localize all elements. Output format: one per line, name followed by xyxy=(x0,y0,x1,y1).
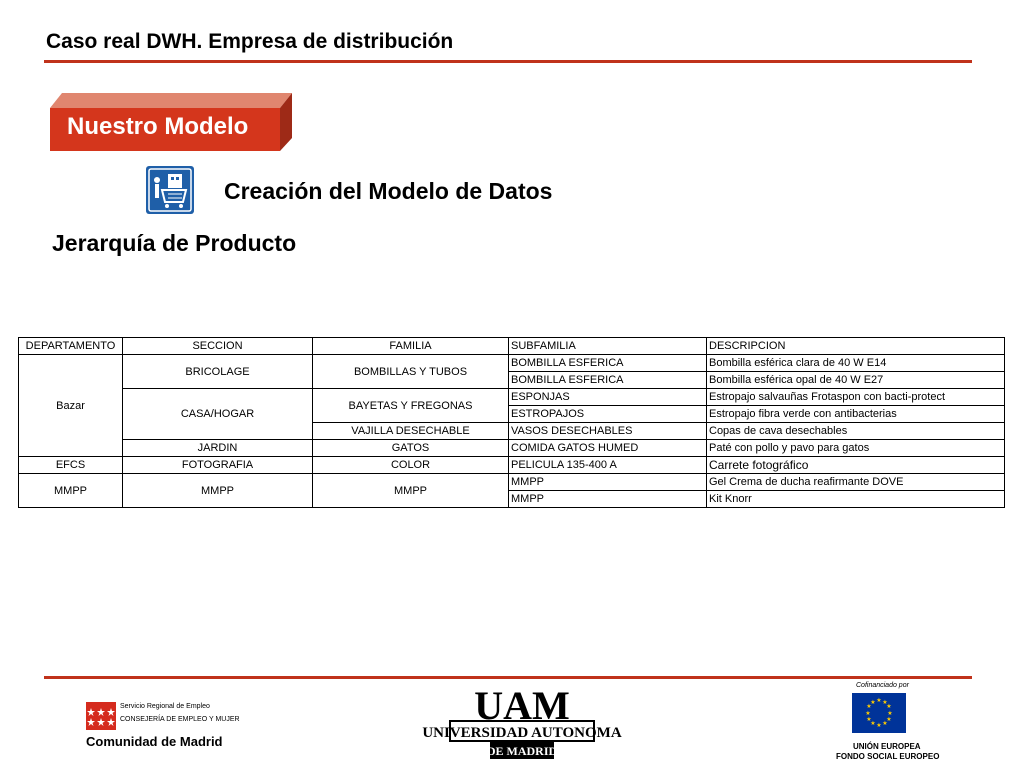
header-cell: DESCRIPCION xyxy=(707,338,1005,355)
eu-fund-name: FONDO SOCIAL EUROPEO xyxy=(836,752,940,761)
description-cell: Paté con pollo y pavo para gatos xyxy=(707,440,1005,457)
header-cell: SECCION xyxy=(123,338,313,355)
section-cell: CASA/HOGAR xyxy=(123,389,313,440)
department-cell: Bazar xyxy=(19,355,123,457)
family-cell: BOMBILLAS Y TUBOS xyxy=(313,355,509,389)
table-row xyxy=(19,457,1005,474)
subfamily-cell: PELICULA 135-400 A xyxy=(509,457,707,474)
eu-name: UNIÓN EUROPEA xyxy=(853,742,921,751)
section-title: Creación del Modelo de Datos xyxy=(224,178,553,204)
madrid-service-label: Servicio Regional de Empleo xyxy=(120,703,210,710)
header-cell: SUBFAMILIA xyxy=(509,338,707,355)
madrid-department-label: CONSEJERÍA DE EMPLEO Y MUJER xyxy=(120,716,240,723)
svg-text:★: ★ xyxy=(886,716,892,723)
header-cell: DEPARTAMENTO xyxy=(19,338,123,355)
subfamily-cell: BOMBILLA ESFERICA xyxy=(509,355,707,372)
eu-flag-icon xyxy=(852,693,906,733)
svg-text:★: ★ xyxy=(882,720,888,727)
family-cell: GATOS xyxy=(313,440,509,457)
description-cell: Estropajo salvauñas Frotaspon con bacti-protect xyxy=(707,389,1005,406)
description-cell: Estropajo fibra verde con antibacterias xyxy=(707,406,1005,423)
description-cell: Bombilla esférica clara de 40 W E14 xyxy=(707,355,1005,372)
subfamily-cell: BOMBILLA ESFERICA xyxy=(509,372,707,389)
department-cell: MMPP xyxy=(19,474,123,508)
description-cell: Gel Crema de ducha reafirmante DOVE xyxy=(707,474,1005,491)
subfamily-cell: VASOS DESECHABLES xyxy=(509,423,707,440)
subfamily-cell: MMPP xyxy=(509,474,707,491)
table-row xyxy=(19,389,1005,406)
uam-name-line1: UNIVERSIDAD AUTONOMA xyxy=(422,725,622,741)
section-cell: MMPP xyxy=(123,474,313,508)
description-cell: Carrete fotográfico xyxy=(707,457,1005,474)
section-cell: BRICOLAGE xyxy=(123,355,313,389)
section-subtitle: Jerarquía de Producto xyxy=(52,230,297,256)
family-cell: BAYETAS Y FREGONAS xyxy=(313,389,509,423)
description-cell: Kit Knorr xyxy=(707,491,1005,508)
svg-text:★: ★ xyxy=(866,703,872,710)
uam-mark: UAM xyxy=(474,683,570,728)
section-cell: FOTOGRAFIA xyxy=(123,457,313,474)
banner-label: Nuestro Modelo xyxy=(67,113,249,140)
department-cell: EFCS xyxy=(19,457,123,474)
svg-text:★: ★ xyxy=(876,697,882,704)
bottom-divider xyxy=(44,676,972,679)
uam-logo xyxy=(422,683,622,761)
section-cell: JARDIN xyxy=(123,440,313,457)
svg-text:★: ★ xyxy=(887,710,893,717)
table-header-row xyxy=(19,338,1005,355)
svg-text:★: ★ xyxy=(882,699,888,706)
comunidad-madrid-logo xyxy=(86,702,116,730)
description-cell: Copas de cava desechables xyxy=(707,423,1005,440)
subfamily-cell: COMIDA GATOS HUMED xyxy=(509,440,707,457)
svg-text:★: ★ xyxy=(870,720,876,727)
product-hierarchy-table xyxy=(18,337,1005,508)
family-cell: VAJILLA DESECHABLE xyxy=(313,423,509,440)
subfamily-cell: MMPP xyxy=(509,491,707,508)
eu-caption: Cofinanciado por xyxy=(856,682,909,689)
table-row xyxy=(19,440,1005,457)
svg-text:★: ★ xyxy=(870,699,876,706)
shopping-cart-icon xyxy=(146,166,194,214)
svg-text:★: ★ xyxy=(865,710,871,717)
table-row xyxy=(19,355,1005,372)
subfamily-cell: ESTROPAJOS xyxy=(509,406,707,423)
subfamily-cell: ESPONJAS xyxy=(509,389,707,406)
table-row xyxy=(19,474,1005,491)
description-cell: Bombilla esférica opal de 40 W E27 xyxy=(707,372,1005,389)
svg-text:★: ★ xyxy=(886,703,892,710)
top-divider xyxy=(44,60,972,63)
family-cell: MMPP xyxy=(313,474,509,508)
family-cell: COLOR xyxy=(313,457,509,474)
uam-name-line2: DE MADRID xyxy=(486,744,558,758)
svg-text:★: ★ xyxy=(876,722,882,729)
document-title: Caso real DWH. Empresa de distribución xyxy=(46,30,454,53)
svg-text:★: ★ xyxy=(866,716,872,723)
header-cell: FAMILIA xyxy=(313,338,509,355)
madrid-name: Comunidad de Madrid xyxy=(86,734,223,749)
